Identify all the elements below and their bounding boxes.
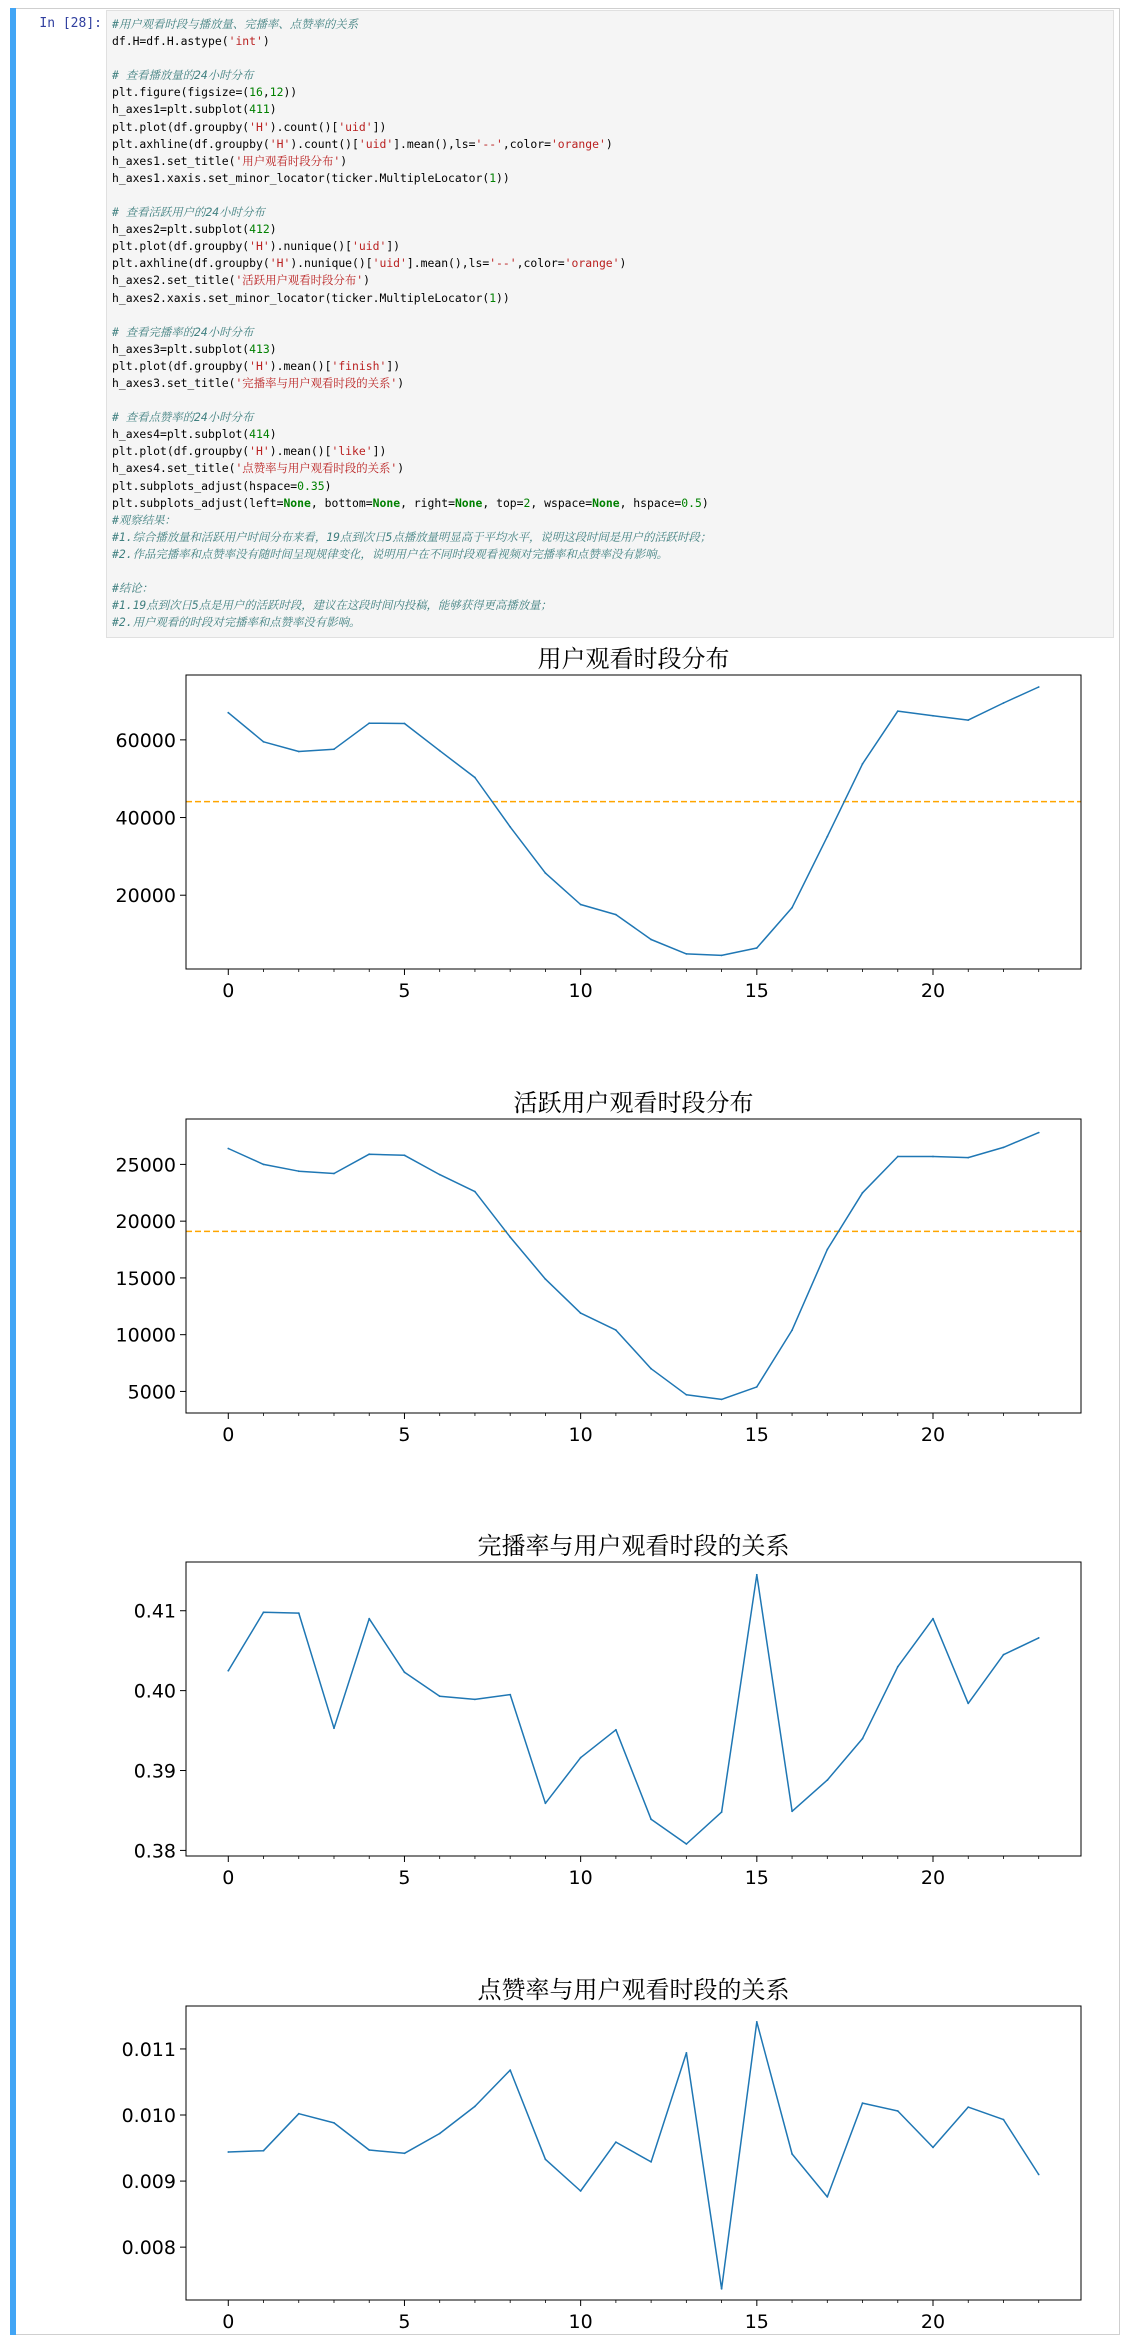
code-token: #1.19点到次日5点是用户的活跃时段，建议在这段时间内投稿，能够获得更高播放量；: [112, 598, 552, 613]
code-token: #2.用户观看的时段对完播率和点赞率没有影响。: [112, 615, 361, 630]
x-tick-label: 0: [222, 1867, 235, 1889]
x-tick-label: 5: [398, 1424, 411, 1446]
y-tick-label: 0.010: [121, 2105, 176, 2128]
code-line: [112, 67, 711, 84]
chart-title: 用户观看时段分布: [537, 645, 730, 673]
y-tick-label: 0.008: [121, 2237, 176, 2260]
data-point: [263, 2150, 265, 2152]
data-point: [580, 904, 582, 906]
data-point: [263, 1611, 265, 1613]
data-point: [1038, 1637, 1040, 1639]
code-token: ): [363, 273, 370, 288]
code-token: 1: [489, 290, 497, 305]
data-point: [509, 1694, 511, 1696]
code-token: # 查看活跃用户的24小时分布: [112, 205, 265, 220]
code-token: h_axes2.xaxis.set_minor_locator(ticker.MultipleLocator(: [112, 290, 490, 305]
code-token: 0.35: [297, 478, 325, 493]
code-token: None: [372, 495, 401, 510]
data-point: [1003, 702, 1005, 704]
code-line: [112, 307, 711, 324]
data-point: [721, 1811, 723, 1813]
code-token: 411: [249, 102, 270, 117]
code-token: plt.subplots_adjust(hspace=: [112, 478, 298, 493]
y-tick-label: 0.39: [133, 1760, 176, 1783]
code-line: [112, 529, 711, 546]
data-point: [932, 1156, 934, 1158]
code-token: ).nunique()[: [290, 256, 373, 271]
data-point: [756, 1386, 758, 1388]
data-point: [404, 2152, 406, 2154]
data-point: [545, 1802, 547, 1804]
series-line: [228, 1133, 1038, 1400]
x-tick-label: 10: [568, 1867, 593, 1889]
data-point: [1003, 2119, 1005, 2121]
code-token: 413: [249, 341, 270, 356]
code-token: ]): [372, 119, 387, 134]
data-point: [227, 2151, 229, 2153]
x-tick-label: 10: [568, 2311, 593, 2330]
code-line: [112, 16, 711, 33]
code-token: , bottom=: [310, 495, 373, 510]
data-point: [791, 1329, 793, 1331]
data-point: [862, 1192, 864, 1194]
data-point: [1038, 1132, 1040, 1134]
x-tick-label: 0: [222, 1424, 235, 1446]
series-line: [228, 1575, 1038, 1844]
code-token: None: [454, 495, 483, 510]
code-line: [112, 597, 711, 614]
chart-title: 点赞率与用户观看时段的关系: [477, 1976, 790, 2004]
code-token: '完播率与用户观看时段的关系': [235, 375, 398, 390]
code-token: 16: [249, 85, 263, 100]
data-point: [1038, 2174, 1040, 2176]
code-token: ): [262, 34, 270, 49]
axes-frame: [186, 2006, 1081, 2300]
code-token: '点赞率与用户观看时段的关系': [235, 461, 398, 476]
code-token: 'uid': [352, 239, 387, 254]
code-line: [112, 392, 711, 409]
code-line: [112, 375, 711, 392]
code-token: '--': [475, 136, 503, 151]
code-token: ): [269, 427, 277, 442]
data-point: [439, 750, 441, 752]
code-line: [112, 546, 711, 563]
code-token: 'H': [269, 256, 291, 271]
code-line: [112, 255, 711, 272]
code-token: ,color=: [516, 256, 565, 271]
code-line: [112, 614, 711, 631]
data-point: [686, 1394, 688, 1396]
data-point: [333, 748, 335, 750]
data-point: [368, 722, 370, 724]
code-token: ).mean()[: [269, 444, 332, 459]
code-token: ): [269, 102, 277, 117]
data-point: [826, 836, 828, 838]
x-tick-label: 0: [222, 980, 235, 1002]
chart-1: [116, 645, 1081, 1002]
code-token: ].mean(),ls=: [406, 256, 490, 271]
data-point: [791, 907, 793, 909]
axes-frame: [186, 1562, 1081, 1856]
code-line: [112, 170, 711, 187]
data-point: [897, 2110, 899, 2112]
code-token: ): [619, 256, 627, 271]
code-token: )): [283, 85, 298, 100]
chart-title: 完播率与用户观看时段的关系: [477, 1532, 790, 1560]
data-point: [333, 1173, 335, 1175]
code-token: 414: [249, 427, 270, 442]
data-point: [932, 2147, 934, 2149]
y-tick-label: 20000: [115, 1211, 176, 1234]
data-point: [615, 1329, 617, 1331]
data-point: [227, 1148, 229, 1150]
code-line: [112, 153, 711, 170]
code-line: [112, 272, 711, 289]
code-token: h_axes3.set_title(: [112, 375, 236, 390]
code-token: 'H': [249, 239, 270, 254]
code-line: [112, 495, 711, 512]
code-token: ): [605, 136, 613, 151]
code-token: plt.plot(df.groupby(: [112, 119, 250, 134]
code-token: 0.5: [681, 495, 702, 510]
data-point: [227, 1670, 229, 1672]
code-line: [112, 84, 711, 101]
chart-2: [116, 1089, 1081, 1446]
code-line: [112, 324, 711, 341]
code-token: None: [283, 495, 311, 510]
data-point: [932, 1618, 934, 1620]
data-point: [368, 2149, 370, 2151]
code-token: ]): [386, 358, 401, 373]
data-point: [439, 1695, 441, 1697]
y-tick-label: 0.38: [133, 1840, 176, 1863]
code-line: [112, 33, 711, 50]
x-tick-label: 5: [398, 2311, 411, 2330]
data-point: [263, 741, 265, 743]
data-point: [967, 1703, 969, 1705]
code-line: [112, 221, 711, 238]
data-point: [897, 1666, 899, 1668]
code-text[interactable]: [112, 16, 711, 631]
code-token: 1: [489, 170, 497, 185]
code-token: plt.figure(figsize=(: [112, 85, 250, 100]
code-token: plt.subplots_adjust(left=: [112, 495, 284, 510]
y-tick-label: 0.009: [121, 2171, 176, 2194]
code-line: [112, 101, 711, 118]
data-point: [580, 2190, 582, 2192]
x-tick-label: 15: [744, 1424, 769, 1446]
code-token: h_axes1.set_title(: [112, 153, 236, 168]
x-tick-label: 5: [398, 1867, 411, 1889]
code-token: h_axes3=plt.subplot(: [112, 341, 250, 356]
x-tick-label: 20: [920, 1424, 946, 1446]
data-point: [404, 723, 406, 725]
data-point: [474, 1191, 476, 1193]
code-line: [112, 563, 711, 580]
data-point: [509, 2069, 511, 2071]
code-token: ,: [262, 85, 270, 100]
code-token: #2.作品完播率和点赞率没有随时间呈现规律变化，说明用户在不同时段观看视频对完播率和点赞率没有影响。: [112, 546, 668, 561]
data-point: [686, 2052, 688, 2054]
code-line: [112, 290, 711, 307]
data-point: [615, 1729, 617, 1731]
code-token: 'H': [269, 136, 291, 151]
code-token: # 查看点赞率的24小时分布: [112, 410, 254, 425]
data-point: [686, 1843, 688, 1845]
code-token: 'H': [249, 119, 270, 134]
y-tick-label: 10000: [115, 1324, 176, 1347]
y-tick-label: 5000: [127, 1381, 176, 1404]
code-token: ]): [386, 239, 401, 254]
data-point: [509, 826, 511, 828]
data-point: [298, 2113, 300, 2115]
code-token: )): [496, 170, 510, 185]
x-tick-label: 5: [398, 980, 411, 1002]
code-token: 'like': [331, 444, 373, 459]
data-point: [756, 2021, 758, 2023]
code-line: [112, 238, 711, 255]
x-tick-label: 20: [920, 1867, 946, 1889]
cell-prompt: In [28]:: [39, 16, 102, 31]
code-token: 412: [249, 222, 270, 237]
code-token: h_axes4.set_title(: [112, 461, 236, 476]
code-token: #用户观看时段与播放量、完播率、点赞率的关系: [112, 17, 359, 31]
code-token: 'uid': [372, 256, 407, 271]
data-point: [862, 763, 864, 765]
data-point: [474, 1699, 476, 1701]
x-tick-label: 20: [920, 2311, 946, 2330]
output-area: [106, 640, 1116, 2330]
x-tick-label: 15: [744, 2311, 769, 2330]
code-token: ): [701, 495, 709, 510]
chart-3: [134, 1532, 1081, 1889]
data-point: [545, 2158, 547, 2160]
code-token: '--': [489, 256, 517, 271]
data-point: [404, 1154, 406, 1156]
data-point: [227, 712, 229, 714]
x-tick-label: 10: [568, 980, 593, 1002]
y-tick-label: 0.011: [121, 2038, 176, 2061]
code-token: ).mean()[: [269, 358, 332, 373]
chart-4: [122, 1976, 1081, 2330]
y-tick-label: 40000: [115, 807, 176, 830]
code-line: [112, 119, 711, 136]
code-token: '活跃用户观看时段分布': [235, 273, 364, 288]
code-line: [112, 341, 711, 358]
data-point: [967, 719, 969, 721]
code-token: 'orange': [564, 256, 620, 271]
series-line: [228, 687, 1038, 955]
data-point: [1038, 686, 1040, 688]
y-tick-label: 0.41: [133, 1600, 176, 1623]
code-token: , top=: [482, 495, 524, 510]
data-point: [650, 1818, 652, 1820]
code-token: )): [496, 290, 510, 305]
code-token: ).count()[: [290, 136, 359, 151]
code-token: h_axes1.xaxis.set_minor_locator(ticker.MultipleLocator(: [112, 170, 490, 185]
code-token: , wspace=: [530, 495, 593, 510]
code-token: 'uid': [338, 119, 373, 134]
code-line: [112, 443, 711, 460]
code-token: # 查看完播率的24小时分布: [112, 324, 254, 339]
data-point: [721, 1399, 723, 1401]
data-point: [967, 1157, 969, 1159]
code-token: df.H=df.H.astype(: [112, 34, 229, 49]
code-token: # 查看播放量的24小时分布: [112, 68, 254, 83]
code-token: h_axes2.set_title(: [112, 273, 236, 288]
data-point: [686, 953, 688, 955]
data-point: [1003, 1654, 1005, 1656]
data-point: [721, 2288, 723, 2290]
y-tick-label: 60000: [115, 729, 176, 752]
data-point: [580, 1757, 582, 1759]
code-token: ,color=: [502, 136, 551, 151]
code-token: plt.plot(df.groupby(: [112, 358, 250, 373]
code-token: h_axes4=plt.subplot(: [112, 427, 250, 442]
code-token: 'uid': [358, 136, 394, 151]
data-point: [897, 1156, 899, 1158]
code-token: ): [269, 341, 277, 356]
data-point: [298, 1170, 300, 1172]
axes-frame: [186, 675, 1081, 969]
data-point: [862, 1738, 864, 1740]
code-token: 'H': [249, 358, 270, 373]
code-token: plt.axhline(df.groupby(: [112, 256, 270, 271]
code-token: , hspace=: [619, 495, 682, 510]
data-point: [509, 1236, 511, 1238]
data-point: [580, 1312, 582, 1314]
x-tick-label: 0: [222, 2311, 235, 2330]
chart-title: 活跃用户观看时段分布: [513, 1089, 754, 1117]
code-line: [112, 409, 711, 426]
code-token: plt.plot(df.groupby(: [112, 444, 250, 459]
code-token: '用户观看时段分布': [235, 153, 341, 168]
code-line: [112, 204, 711, 221]
data-point: [791, 2153, 793, 2155]
code-token: ): [397, 461, 405, 476]
code-token: None: [592, 495, 620, 510]
data-point: [474, 777, 476, 779]
data-point: [791, 1810, 793, 1812]
code-token: 'finish': [331, 358, 387, 373]
data-point: [897, 710, 899, 712]
data-point: [368, 1618, 370, 1620]
y-tick-label: 0.40: [133, 1680, 176, 1703]
data-point: [1003, 1147, 1005, 1149]
data-point: [474, 2106, 476, 2108]
code-token: plt.plot(df.groupby(: [112, 239, 250, 254]
y-tick-label: 20000: [115, 885, 176, 908]
data-point: [615, 914, 617, 916]
code-line: [112, 50, 711, 67]
code-line: [112, 460, 711, 477]
code-token: 'orange': [550, 136, 606, 151]
series-line: [228, 2022, 1038, 2289]
data-point: [298, 751, 300, 753]
data-point: [333, 1727, 335, 1729]
x-tick-label: 20: [920, 980, 946, 1002]
code-token: #观察结果：: [112, 512, 176, 527]
code-line: [112, 136, 711, 153]
data-point: [263, 1164, 265, 1166]
code-line: [112, 358, 711, 375]
code-token: ): [324, 478, 332, 493]
data-point: [826, 1779, 828, 1781]
code-token: #1.综合播放量和活跃用户时间分布来看，19点到次日5点播放量明显高于平均水平，说明这段时间是用户的活跃时段；: [112, 529, 712, 544]
code-line: [112, 478, 711, 495]
code-token: ): [397, 375, 405, 390]
data-point: [756, 947, 758, 949]
data-point: [545, 1278, 547, 1280]
data-point: [650, 2161, 652, 2163]
code-token: 'H': [249, 444, 270, 459]
code-token: 12: [269, 85, 284, 100]
y-tick-label: 25000: [115, 1154, 176, 1177]
y-tick-label: 15000: [115, 1267, 176, 1290]
data-point: [650, 939, 652, 941]
x-tick-label: 15: [744, 980, 769, 1002]
data-point: [756, 1574, 758, 1576]
data-point: [615, 2141, 617, 2143]
code-token: , right=: [400, 495, 455, 510]
data-point: [967, 2106, 969, 2108]
data-point: [826, 2196, 828, 2198]
code-token: ).count()[: [269, 119, 339, 134]
code-line: [112, 580, 711, 597]
code-token: 2: [523, 495, 531, 510]
code-token: #结论：: [112, 581, 154, 596]
code-line: [112, 426, 711, 443]
code-token: h_axes1=plt.subplot(: [112, 102, 250, 117]
code-token: ).nunique()[: [269, 239, 353, 254]
data-point: [650, 1368, 652, 1370]
data-point: [298, 1612, 300, 1614]
axes-frame: [186, 1119, 1081, 1413]
data-point: [439, 2133, 441, 2135]
code-line: [112, 187, 711, 204]
data-point: [439, 1174, 441, 1176]
code-token: ]): [372, 444, 387, 459]
data-point: [404, 1671, 406, 1673]
data-point: [932, 715, 934, 717]
code-token: ].mean(),ls=: [393, 136, 476, 151]
code-line: [112, 512, 711, 529]
code-token: plt.axhline(df.groupby(: [112, 136, 270, 151]
code-token: 'int': [228, 34, 263, 49]
code-token: ): [269, 222, 277, 237]
x-tick-label: 10: [568, 1424, 593, 1446]
data-point: [545, 872, 547, 874]
data-point: [368, 1153, 370, 1155]
code-token: h_axes2=plt.subplot(: [112, 222, 250, 237]
code-token: ): [340, 153, 348, 168]
data-point: [721, 955, 723, 957]
data-point: [333, 2122, 335, 2124]
x-tick-label: 15: [744, 1867, 769, 1889]
data-point: [862, 2102, 864, 2104]
output-figure: [106, 640, 1116, 2330]
data-point: [826, 1249, 828, 1251]
